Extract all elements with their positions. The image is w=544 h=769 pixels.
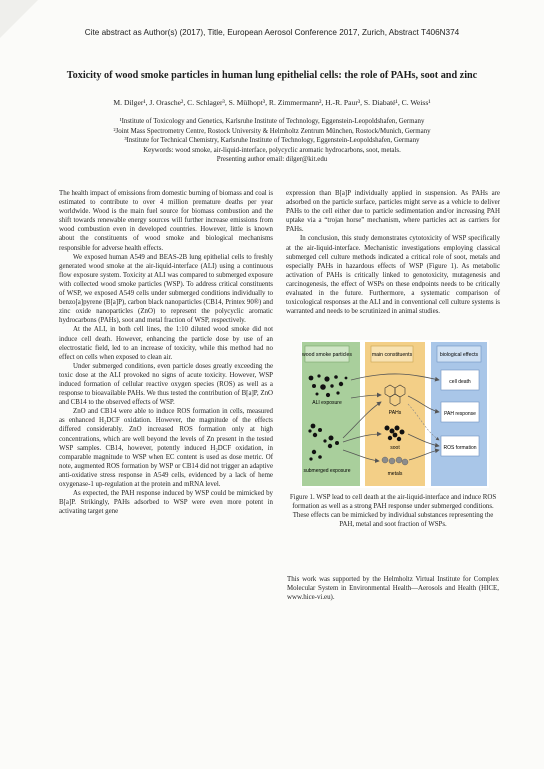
pahs-label: PAHs	[388, 410, 402, 416]
affiliations	[40, 117, 504, 165]
paper-title: Toxicity of wood smoke particles in human lung epithelial cells: the role of PAHs, soot and zinc	[66, 70, 478, 81]
figure-1	[301, 340, 489, 488]
affiliation-1: ¹Institute of Toxicology and Genetics, Karlsruhe Institute of Technology, Eggenstein-Leopoldshafen, Germany	[119, 118, 425, 125]
paragraph-3: At the ALI, in both cell lines, the 1:10 diluted wood smoke did not induce cell death. However, enhancing the particle dose by use of an electrostatic field, led to an increase of toxicity, while this method had no effect on cells when exposed to clean air.	[59, 326, 273, 361]
header-wood-smoke: wood smoke particles	[302, 352, 352, 358]
affiliation-3: ³Institute for Technical Chemistry, Karlsruhe Institute of Technology, Eggenstein-Leopoldshafen, Germany	[124, 137, 420, 145]
ali-exposure-label: ALI exposure	[312, 400, 342, 406]
figure-caption: Figure 1. WSP lead to cell death at the air-liquid-interface and induce ROS formation as well as a strong PAH response under submerged conditions. These effects can be mimicked by individual substances representing the PAH, metal and soot fraction of WSPs.	[289, 494, 497, 529]
paragraph-6: As expected, the PAH response induced by WSP could be mimicked by B[a]P. Strikingly, PAHs adsorbed to WSP were even more potent in activating target gene	[59, 490, 273, 516]
ros-formation-label: ROS formation	[443, 445, 477, 451]
paragraph-4: Under submerged conditions, even particle doses greatly exceeding the toxic dose at the ALI provoked no signs of acute toxicity. However, WSP induced formation of cellular reactive oxygen species (ROS) as well as a response to bioavailable PAHs. We thus tested the contribution of B[a]P, ZnO and CB14 to the observed effects of WSP.	[59, 362, 273, 407]
paragraph-2: We exposed human A549 and BEAS-2B lung epithelial cells to freshly generated wood smoke at the air-liquid-interface (ALI) using a continuous flow exposure system. Toxicity at ALI was compared to submerged exposure with collected wood smoke particles (WSP). To address critical constituents of WSP, we exposed A549 cells under submerged conditions individually to benzo[a]pyrene (B[a]P), carbon black nanoparticles (CB14, Printex 90®) and zinc oxide nanoparticles (ZnO) to represent the polycyclic aromatic hydrocarbons (PAHs), soot and metal fraction of WSP, respectively.	[59, 253, 273, 325]
header-effects: biological effects	[439, 352, 479, 358]
affiliation-2: ²Joint Mass Spectrometry Centre, Rostock University & Helmholtz Zentrum München, Rostock/Munich, Germany	[113, 127, 431, 135]
right-column	[286, 189, 500, 316]
paragraph-8: In conclusion, this study demonstrates cytotoxicity of WSP specifically at the air-liquid-interface. Mechanistic investigations employing classical submerged cell culture methods indicated a critical role of soot, metals and especially PAHs in hazardous effects of WSP (Figure 1). As metabolic activation of PAHs is critically linked to genotoxicity, mutagenesis and carcinogenesis, the effect of WSPs on these endpoints needs to be critically evaluated in the future. Furthermore, a systematic comparison of toxicological responses at the ALI and in conventional cell culture systems is warranted and needs to be scrutinized in animal studies.	[286, 235, 500, 316]
acknowledgement: This work was supported by the Helmholtz Virtual Institute for Complex Molecular System in Environmental Health—Aerosols and Health (HICE, www.hice-vi.eu).	[287, 576, 499, 602]
presenting-author-email: Presenting author email: dilger@kit.edu	[216, 156, 328, 164]
keywords: Keywords: wood smoke, air-liquid-interface, polycyclic aromatic hydrocarbons, soot, metals.	[143, 146, 401, 154]
column-wood-smoke-bg	[302, 342, 360, 486]
header-constituents: main constituents	[371, 352, 413, 358]
figure-1-diagram	[301, 340, 489, 488]
left-column	[59, 189, 273, 516]
soot-label: soot	[390, 445, 400, 451]
pah-response-label: PAH response	[444, 411, 476, 417]
cell-death-label: cell death	[449, 379, 471, 385]
metals-label: metals	[387, 471, 403, 477]
author-list: M. Dilger¹, J. Orasche², C. Schlager³, S. Mülhopt³, R. Zimmermann², H.-R. Paur³, S. Diabaté¹, C. Weiss¹	[113, 98, 431, 107]
citation-header: Cite abstract as Author(s) (2017), Title, European Aerosol Conference 2017, Zurich, Abstract T406N374	[84, 28, 460, 37]
paragraph-7: expression than B[a]P individually applied in suspension. As PAHs are adsorbed on the particle surface, particles might serve as a vehicle to deliver PAHs to the cell either due to particle sedimentation and/or increasing PAH uptake via a “trojan horse” mechanism, where particles act as carriers for PAHs.	[286, 190, 500, 234]
paragraph-1: The health impact of emissions from domestic burning of biomass and coal is estimated to contribute to over 4 million premature deaths per year worldwide. Wood is the main fuel source for biomass combustion and the shift towards renewable energy sources will further increase emissions from wood combustion even in developed countries. However, little is known about the constituents of wood smoke and biological mechanisms responsible for adverse health effects.	[59, 190, 273, 252]
submerged-exposure-label: submerged exposure	[303, 468, 351, 474]
paragraph-5: ZnO and CB14 were able to induce ROS formation in cells, measured as enhanced H₂DCF oxidation. However, the magnitude of the effects differed considerably. ZnO increased ROS formation only at high concentrations, which are well beyond the levels of Zn present in the tested WSP samples. CB14, however, potently induced H₂DCF oxidation, in comparable magnitude to WSP when EC content is used as dose metric. Of note, augmented ROS formation by WSP or CB14 did not trigger an adaptive anti-oxidative stress response in A549 cells, evidenced by a lack of heme oxygenase-1 up-regulation at the protein and mRNA level.	[59, 408, 273, 488]
